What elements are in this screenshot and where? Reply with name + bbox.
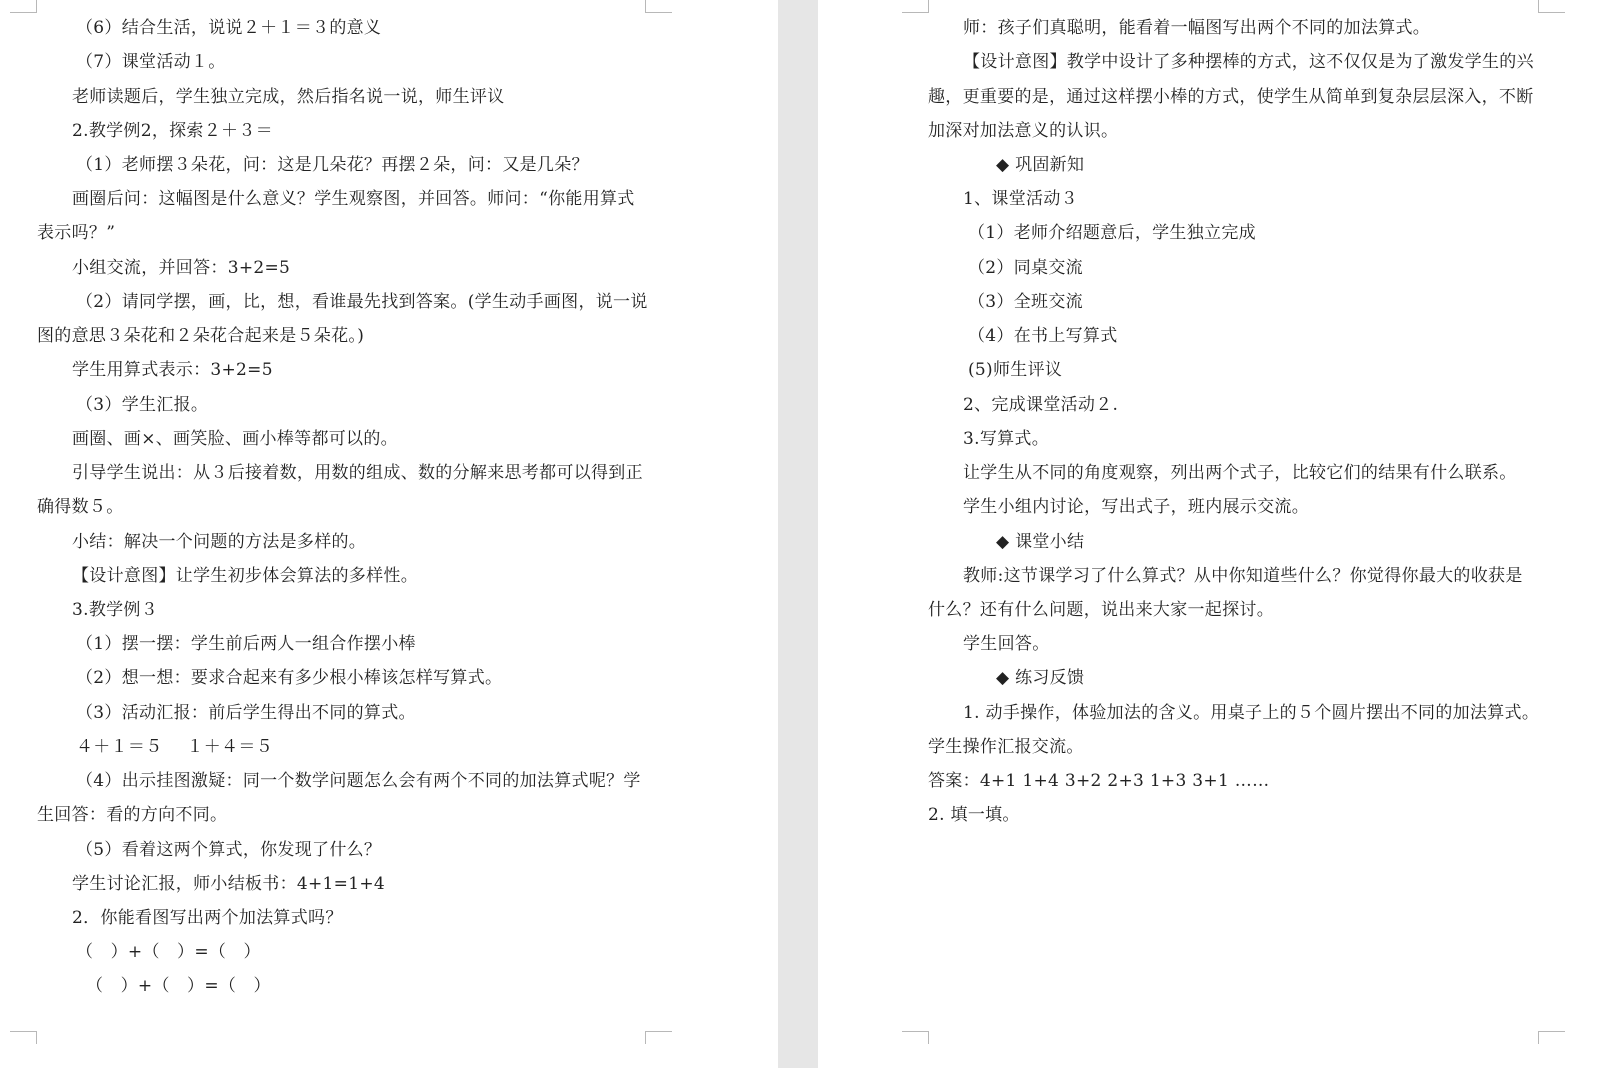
text-line: 画圈、画×、画笑脸、画小棒等都可以的。 [72, 429, 398, 449]
crop-mark [645, 0, 672, 13]
text-line: 小组交流，并回答：3+2=5 [72, 258, 291, 278]
text-line: 【设计意图】教学中设计了多种摆棒的方式，这不仅仅是为了激发学生的兴 [963, 52, 1534, 72]
text-line: （2）请同学摆，画，比，想，看谁最先找到答案。(学生动手画图，说一说 [76, 292, 648, 312]
crop-mark [10, 0, 37, 13]
section-heading: ◆ 课堂小结 [996, 532, 1085, 552]
text-line: 加深对加法意义的认识。 [928, 121, 1119, 141]
crop-mark [1538, 1031, 1565, 1044]
formula-b: １＋４＝５ [186, 737, 273, 757]
text-line: （5）看着这两个算式，你发现了什么？ [76, 840, 382, 860]
crop-mark [902, 0, 929, 13]
text-line: 2、完成课堂活动２. [963, 395, 1119, 415]
text-line: 【设计意图】让学生初步体会算法的多样性。 [72, 566, 418, 586]
text-line: 图的意思３朵花和２朵花合起来是５朵花。) [37, 326, 365, 346]
text-line: 3.教学例３ [72, 600, 159, 620]
text-line: （1）摆一摆：学生前后两人一组合作摆小棒 [76, 634, 416, 654]
text-line: 趣，更重要的是，通过这样摆小棒的方式，使学生从简单到复杂层层深入，不断 [928, 87, 1534, 107]
text-line: 确得数５。 [37, 497, 124, 517]
document-page-left [0, 0, 778, 1068]
text-line: 让学生从不同的角度观察，列出两个式子，比较它们的结果有什么联系。 [963, 463, 1517, 483]
text-line: 2. 填一填。 [928, 805, 1020, 825]
text-line: （4）出示挂图激疑：同一个数学问题怎么会有两个不同的加法算式呢？学 [76, 771, 641, 791]
crop-mark [902, 1031, 929, 1044]
blank-equation: （ ）+（ ）=（ ） [86, 976, 271, 996]
section-heading: ◆ 练习反馈 [996, 668, 1085, 688]
text-line: 小结：解决一个问题的方法是多样的。 [72, 532, 367, 552]
text-line: 1、课堂活动３ [963, 189, 1078, 209]
text-line: （3）活动汇报：前后学生得出不同的算式。 [76, 703, 416, 723]
crop-mark [10, 1031, 37, 1044]
text-line: 学生小组内讨论，写出式子，班内展示交流。 [963, 497, 1309, 517]
text-line: (5)师生评议 [968, 360, 1063, 380]
text-line: 学生回答。 [963, 634, 1050, 654]
formula-line [76, 735, 273, 759]
text-line: 2．你能看图写出两个加法算式吗？ [72, 908, 343, 928]
document-page-right [818, 0, 1608, 1068]
text-line: 师：孩子们真聪明，能看着一幅图写出两个不同的加法算式。 [963, 18, 1431, 38]
text-line: （2）想一想：要求合起来有多少根小棒该怎样写算式。 [76, 668, 503, 688]
text-line: 什么？还有什么问题，说出来大家一起探讨。 [928, 600, 1274, 620]
crop-mark [645, 1031, 672, 1044]
text-line: （2）同桌交流 [968, 258, 1083, 278]
text-line: 学生讨论汇报，师小结板书：4+1=1+4 [72, 874, 385, 894]
text-line: 2.教学例2，探索２＋３＝ [72, 121, 273, 141]
answer-line: 答案：4+1 1+4 3+2 2+3 1+3 3+1 …… [928, 771, 1270, 791]
crop-mark [1538, 0, 1565, 13]
text-line: 生回答：看的方向不同。 [37, 805, 228, 825]
formula-a: ４＋１＝５ [76, 737, 163, 757]
text-line: 引导学生说出：从３后接着数，用数的组成、数的分解来思考都可以得到正 [72, 463, 643, 483]
text-line: 表示吗？” [37, 223, 116, 243]
text-line: （6）结合生活，说说２＋１＝３的意义 [76, 18, 382, 38]
text-line: 学生操作汇报交流。 [928, 737, 1084, 757]
text-line: （3）全班交流 [968, 292, 1083, 312]
text-line: （7）课堂活动１。 [76, 52, 226, 72]
text-line: 教师:这节课学习了什么算式？从中你知道些什么？你觉得你最大的收获是 [963, 566, 1523, 586]
text-line: 3.写算式。 [963, 429, 1050, 449]
text-line: 学生用算式表示：3+2=5 [72, 360, 273, 380]
text-line: 1. 动手操作，体验加法的含义。用桌子上的５个圆片摆出不同的加法算式。 [963, 703, 1540, 723]
section-heading: ◆ 巩固新知 [996, 155, 1085, 175]
text-line: 画圈后问：这幅图是什么意义？学生观察图，并回答。师问：“你能用算式 [72, 189, 635, 209]
text-line: 老师读题后，学生独立完成，然后指名说一说，师生评议 [72, 87, 505, 107]
blank-equation: （ ）+（ ）=（ ） [76, 942, 261, 962]
text-line: （1）老师摆３朵花，问：这是几朵花？再摆２朵，问：又是几朵？ [76, 155, 589, 175]
text-line: （4）在书上写算式 [968, 326, 1118, 346]
text-line: （1）老师介绍题意后，学生独立完成 [968, 223, 1256, 243]
text-line: （3）学生汇报。 [76, 395, 209, 415]
